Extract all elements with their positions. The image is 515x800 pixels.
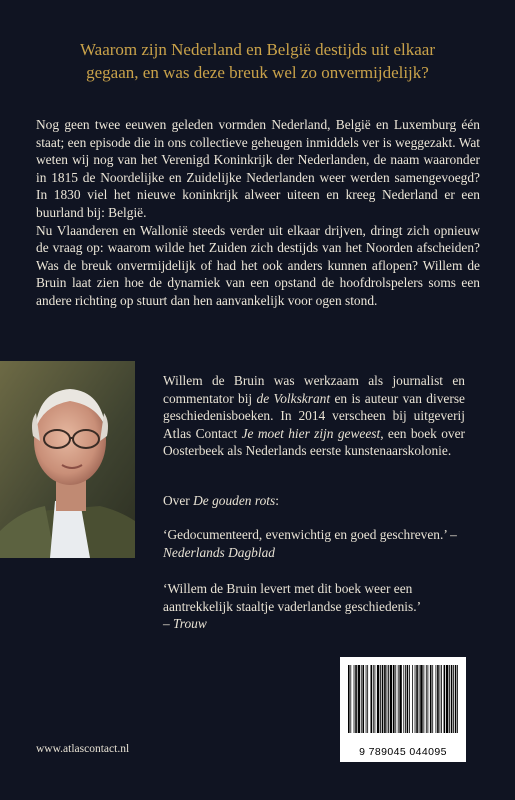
barcode-bar	[384, 665, 386, 733]
barcode-bar	[437, 665, 439, 733]
author-portrait-illustration	[0, 361, 135, 558]
barcode-bar	[441, 665, 442, 733]
barcode-bar	[412, 665, 413, 733]
barcode-digits: 9 789045 044095	[359, 746, 447, 758]
barcode-bar	[377, 665, 379, 733]
barcode-bar	[457, 665, 458, 733]
barcode-bar	[415, 665, 416, 733]
barcode-bar	[382, 665, 384, 733]
isbn-barcode	[340, 657, 466, 762]
barcode-bar	[416, 665, 418, 733]
barcode-bar	[375, 665, 376, 733]
barcode-bar	[390, 665, 392, 733]
publisher-website: www.atlascontact.nl	[36, 743, 130, 755]
review-1-dash: –	[446, 527, 457, 542]
bio-newspaper: de Volkskrant	[256, 390, 331, 406]
barcode-bar	[398, 665, 399, 733]
barcode-bar	[373, 665, 374, 733]
barcode-bar	[405, 665, 406, 733]
tagline-line-2: gegaan, en was deze breuk wel zo onvermijdelijk?	[86, 63, 429, 82]
barcode-bar	[440, 665, 441, 733]
barcode-bar	[387, 665, 388, 733]
blurb-paragraph-2: Nu Vlaanderen en Wallonië steeds verder uit elkaar drijven, dringt zich opnieuw de vraag op: waarom wilde het Zuiden zich destijds van het Noorden afscheiden? Was de breuk onvermijdelijk of had het ook anders kunnen aflopen? Willem de Bruin laat zien hoe de dynamiek van een opstand de hoofdrolspelers soms een andere richting op stuurt dan hen aanvankelijk voor ogen stond.	[36, 222, 480, 308]
barcode-bar	[395, 665, 396, 733]
review-2-quote: ‘Willem de Bruin levert met dit boek weer een aantrekkelijk staaltje vaderlandse geschiedenis.’	[163, 581, 422, 614]
barcode-bar	[350, 665, 351, 733]
review-2-dash: –	[163, 616, 174, 632]
barcode-bar	[358, 665, 360, 733]
review-2	[163, 580, 483, 633]
author-bio	[163, 372, 465, 460]
tagline-line-1: Waarom zijn Nederland en België destijds uit elkaar	[79, 40, 436, 59]
author-photo	[0, 361, 135, 558]
barcode-bar	[409, 665, 410, 733]
review-1-quote: ‘Gedocumenteerd, evenwichtig en goed geschreven.’	[163, 527, 447, 542]
bio-book-title: Je moet hier zijn geweest	[241, 425, 381, 441]
review-2-source: Trouw	[173, 616, 207, 632]
review-1-source: Nederlands Dagblad	[163, 544, 275, 560]
barcode-bar	[399, 665, 401, 733]
reviews-heading-title: De gouden rots	[193, 493, 276, 508]
barcode-bar	[370, 665, 372, 733]
barcode-bar	[420, 665, 422, 733]
barcode-bar	[430, 665, 432, 733]
bio-part-2: en is auteur van diverse geschiedenisboeken. In 2014 verscheen bij uitgeverij Atlas Contact	[163, 390, 465, 441]
bio-part-1: Willem de Bruin was werkzaam als journalist en commentator bij	[163, 373, 465, 406]
bio-part-3: , een boek over Oosterbeek als Nederlands eerste kunstenaarskolonie.	[163, 425, 465, 459]
barcode-bar	[403, 665, 404, 733]
barcode-bar	[427, 665, 428, 733]
barcode-bar	[451, 665, 453, 733]
reviews-heading-suffix: :	[275, 493, 279, 508]
barcode-bar	[393, 665, 395, 733]
barcode-bar	[388, 665, 389, 733]
barcode-bar	[455, 665, 457, 733]
barcode-bar	[432, 665, 433, 733]
tagline	[40, 38, 475, 84]
barcode-bar	[367, 665, 368, 733]
barcode-bar	[348, 665, 350, 733]
reviews-heading	[163, 493, 473, 509]
blurb	[36, 116, 480, 310]
barcode-bar	[366, 665, 367, 733]
barcode-bar	[354, 665, 355, 733]
barcode-bar	[444, 665, 446, 733]
review-1	[163, 526, 483, 561]
barcode-bar	[436, 665, 437, 733]
barcode-bar	[423, 665, 424, 733]
barcode-bar	[449, 665, 450, 733]
reviews-heading-prefix: Over	[163, 493, 194, 508]
barcode-bars	[340, 657, 466, 737]
barcode-bar	[361, 665, 362, 733]
barcode-bar	[407, 665, 409, 733]
barcode-bar	[362, 665, 364, 733]
barcode-bar	[380, 665, 381, 733]
barcode-bar	[355, 665, 357, 733]
blurb-paragraph-1: Nog geen twee eeuwen geleden vormden Nederland, België en Luxemburg één staat; een episode die in ons collectieve geheugen inmiddels ver is weggezakt. Wat weten wij nog van het Verenigd Koninkrijk der Nederlanden, de naam waaronder in 1815 de Noordelijke en Zuidelijke Nederlanden weer werden samengevoegd? In 1830 viel het nieuwe koninkrijk alweer uiteen en kreeg Nederland er een buurland bij: België.	[36, 117, 480, 220]
barcode-bar	[453, 665, 454, 733]
barcode-bar	[419, 665, 420, 733]
barcode-bar	[426, 665, 427, 733]
barcode-bar	[446, 665, 448, 733]
